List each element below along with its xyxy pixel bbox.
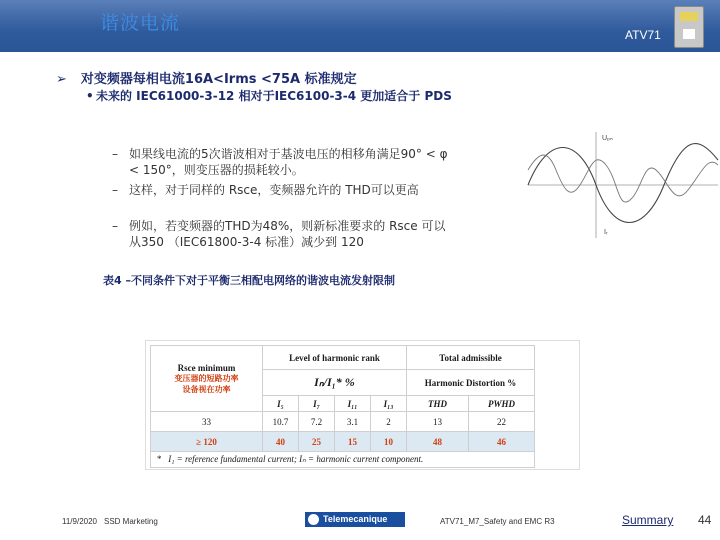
formula: Iₙ/I₁* % (263, 370, 407, 396)
logo-emblem-icon (308, 514, 319, 525)
main-heading (56, 68, 357, 87)
thd-label: Harmonic Distortion % (407, 370, 535, 396)
table-cell: 25 (299, 432, 335, 452)
footer-doc: ATV71_M7_Safety and EMC R3 (440, 517, 555, 526)
sub-item-text: 如果线电流的5次谐波相对于基波电压的相移角满足90° < φ < 150°，则变压器的损耗较小。 (129, 147, 448, 177)
col-i11: I₁₁ (335, 396, 371, 412)
sub-item-3 (112, 218, 459, 250)
rsce-value: 33 (151, 412, 263, 432)
summary-link[interactable]: Summary (622, 513, 674, 527)
harmonic-limits-table (150, 345, 535, 468)
bullet-item (86, 88, 456, 105)
table-cell: 3.1 (335, 412, 371, 432)
rsce-value: ≥ 120 (151, 432, 263, 452)
i-label: Iᵣ (604, 229, 608, 236)
group-harmonic-rank: Level of harmonic rank (263, 346, 407, 370)
col-thd: THD (407, 396, 469, 412)
arrow-bullet-icon: ➢ (56, 72, 67, 87)
telemecanique-logo (305, 512, 405, 527)
table-row-highlight (151, 432, 535, 452)
table-row (151, 412, 535, 432)
drive-device-icon (674, 6, 704, 48)
table-cell: 46 (469, 432, 535, 452)
dash-icon: – (112, 147, 118, 161)
table-cell: 40 (263, 432, 299, 452)
table-cell: 48 (407, 432, 469, 452)
dash-icon: – (112, 219, 118, 233)
u-label: Uₚₙ (602, 135, 613, 142)
table-cell: 15 (335, 432, 371, 452)
table-cell: 22 (469, 412, 535, 432)
table-cell: 7.2 (299, 412, 335, 432)
col-i5: I₅ (263, 396, 299, 412)
sub-item-text: 例如，若变频器的THD为48%，则新标准要求的 Rsce 可以 从350 （IEC61800-3-4 标准）减少到 120 (129, 219, 446, 249)
logo-text: Telemecanique (323, 514, 388, 524)
table-cell: 2 (371, 412, 407, 432)
table-footnote (151, 452, 535, 468)
rsce-header-cell (151, 346, 263, 412)
table-cell: 10 (371, 432, 407, 452)
main-heading-text: 对变频器每相电流16A<Irms <75A 标准规定 (80, 72, 357, 87)
rsce-note: 变压器的短路功率 设备视在功率 (174, 373, 239, 394)
bullet-dot-icon: • (86, 89, 94, 103)
footer-date: 11/9/2020 (62, 517, 97, 526)
phase-shift-waveform (518, 130, 720, 240)
product-label: ATV71 (625, 28, 661, 42)
slide-title: 谐波电流 (100, 12, 181, 34)
table-cell: 10.7 (263, 412, 299, 432)
table-cell: 13 (407, 412, 469, 432)
col-i13: I₁₃ (371, 396, 407, 412)
footnote-text: I₁ = reference fundamental current; Iₙ = harmonic current component. (168, 454, 424, 464)
footer-dept: SSD Marketing (104, 517, 158, 526)
dash-icon: – (112, 183, 118, 197)
sub-item-text: 这样，对于同样的 Rsce，变频器允许的 THD可以更高 (129, 183, 419, 197)
page-number: 44 (698, 513, 712, 527)
group-total-admissible: Total admissible (407, 346, 535, 370)
sub-item-1 (112, 146, 459, 178)
footnote-mark: * (157, 454, 162, 464)
sub-item-2 (112, 182, 459, 198)
bullet-text: 未来的 IEC61000-3-12 相对于IEC6100-3-4 更加适合于 PDS (96, 89, 452, 103)
col-pwhd: PWHD (469, 396, 535, 412)
col-i7: I₇ (299, 396, 335, 412)
rsce-header: Rsce minimum (177, 362, 236, 373)
table-caption: 表4 –不同条件下对于平衡三相配电网络的谐波电流发射限制 (103, 274, 395, 287)
